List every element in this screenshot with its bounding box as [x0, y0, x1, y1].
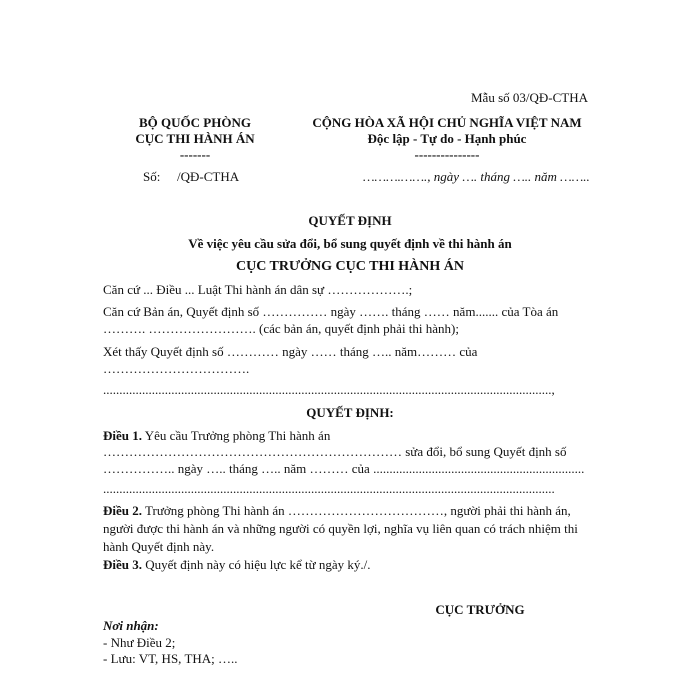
national-motto: Độc lập - Tự do - Hạnh phúc — [367, 131, 527, 146]
article-1-line-1 — [103, 428, 330, 444]
form-number: Mẫu số 03/QĐ-CTHA — [471, 90, 588, 105]
article-1-label: Điều 1. — [103, 428, 142, 443]
recipient-item: - Như Điều 2; — [103, 635, 176, 650]
document-number-label: Số: — [143, 169, 161, 184]
article-1-line-4: ........................................................................................................................................... — [103, 481, 555, 496]
recipient-item: - Lưu: VT, HS, THA; ….. — [103, 651, 238, 666]
signer-title: CỤC TRƯỞNG — [435, 602, 525, 617]
decision-heading: QUYẾT ĐỊNH: — [306, 405, 394, 420]
article-1-text: Yêu cầu Trưởng phòng Thi hành án — [142, 428, 331, 443]
right-header-rule: --------------- — [414, 147, 480, 162]
issuing-authority: CỤC TRƯỞNG CỤC THI HÀNH ÁN — [235, 259, 465, 274]
national-title: CỘNG HÒA XÃ HỘI CHỦ NGHĨA VIỆT NAM — [312, 115, 582, 130]
basis-line-2: Căn cứ Bản án, Quyết định số …………… ngày ……. tháng …… năm....... của Tòa án — [103, 304, 559, 319]
place-date-line: ……….……., ngày …. tháng ….. năm …….. — [363, 169, 590, 184]
basis-line-5: ……………………………. — [103, 361, 250, 376]
ministry-name: BỘ QUỐC PHÒNG — [139, 115, 251, 130]
article-1-line-3: …………….. ngày ….. tháng ….. năm ……… của ................................................................. — [103, 461, 585, 476]
recipients-label: Nơi nhận: — [103, 618, 159, 633]
article-2-paragraph — [103, 502, 598, 556]
article-1-line-2: …………………………………………………………… sửa đổi, bổ sung Quyết định số — [103, 444, 567, 459]
basis-line-6: .........................................................................................................................................., — [103, 382, 555, 397]
basis-line-3: ………. ……………………. (các bản án, quyết định phải thi hành); — [103, 321, 459, 336]
basis-line-1: Căn cứ ... Điều ... Luật Thi hành án dân sự ……………….; — [103, 282, 413, 297]
document-subtitle: Về việc yêu cầu sửa đổi, bổ sung quyết định về thi hành án — [188, 236, 512, 251]
agency-name: CỤC THI HÀNH ÁN — [135, 131, 255, 146]
article-3-label: Điều 3. — [103, 557, 142, 572]
left-header-rule: ------- — [179, 147, 211, 162]
document-number-value: /QĐ-CTHA — [177, 169, 240, 184]
article-2-label: Điều 2. — [103, 503, 142, 518]
document-title: QUYẾT ĐỊNH — [308, 213, 392, 228]
article-3-paragraph — [103, 557, 371, 573]
article-3-text: Quyết định này có hiệu lực kể từ ngày ký./. — [142, 557, 371, 572]
basis-line-4: Xét thấy Quyết định số ………… ngày …… tháng ….. năm……… của — [103, 344, 478, 359]
article-2-text: Trưởng phòng Thi hành án ………………………………, người phải thi hành án, người được thi hành án và những người có quyền lợi, nghĩa vụ liên quan có trách nhiệm thi hành Quyết định này. — [103, 503, 578, 554]
